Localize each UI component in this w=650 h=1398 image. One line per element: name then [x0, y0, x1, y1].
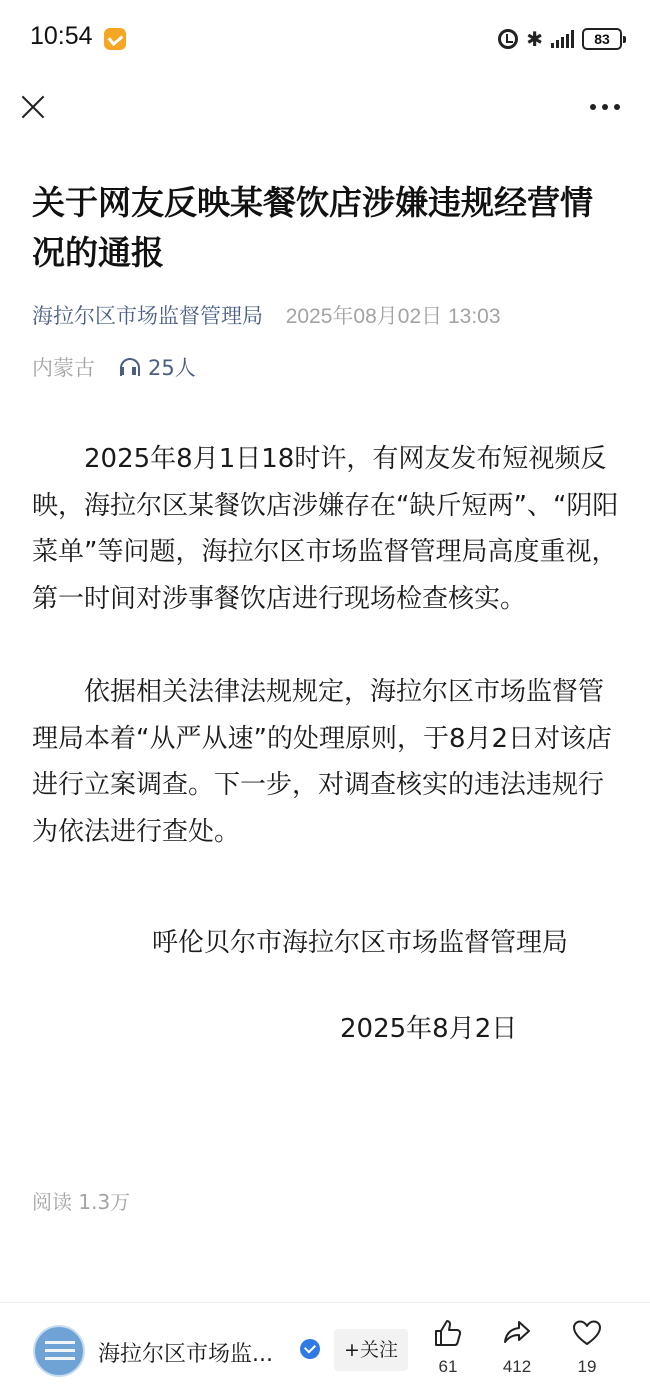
avatar[interactable] — [33, 1325, 85, 1377]
source-link[interactable]: 海拉尔区市场监督管理局 — [32, 304, 263, 328]
bottom-action-bar — [0, 1302, 650, 1398]
share-count: 412 — [502, 1357, 532, 1376]
signal-icon — [551, 30, 574, 48]
article-body — [32, 436, 620, 855]
article-sign-date: 2025年8月2日 — [340, 1014, 518, 1044]
article-meta-secondary — [32, 352, 196, 382]
article-title: 关于网友反映某餐饮店涉嫌违规经营情况的通报 — [32, 183, 593, 272]
account-name[interactable]: 海拉尔区市场监... — [98, 1342, 273, 1367]
follow-button[interactable]: +关注 — [334, 1329, 408, 1371]
headphone-icon — [119, 357, 141, 377]
listen-button[interactable] — [119, 352, 196, 382]
like-button[interactable] — [423, 1317, 473, 1377]
close-icon[interactable] — [20, 94, 46, 120]
article-meta — [32, 300, 501, 330]
thumbs-up-icon — [432, 1317, 464, 1349]
share-icon — [501, 1317, 533, 1349]
article-signature: 呼伦贝尔市海拉尔区市场监督管理局 — [152, 928, 569, 958]
top-nav — [0, 80, 650, 140]
read-count: 阅读 1.3万 — [32, 1190, 131, 1214]
more-icon[interactable] — [590, 104, 620, 110]
favorite-button[interactable] — [562, 1317, 612, 1377]
bluetooth-icon: ✱ — [526, 27, 543, 51]
heart-icon — [571, 1317, 603, 1349]
battery-icon: 83 — [582, 28, 622, 50]
like-count: 61 — [438, 1357, 458, 1376]
status-time: 10:54 — [30, 22, 93, 50]
region-label: 内蒙古 — [32, 356, 95, 380]
status-icons — [498, 24, 622, 54]
listener-count: 25人 — [148, 356, 196, 380]
status-bar — [0, 0, 650, 80]
app-notification-icon — [104, 28, 126, 50]
favorite-count: 19 — [577, 1357, 597, 1376]
share-button[interactable] — [492, 1317, 542, 1377]
article-paragraph: 依据相关法律法规规定，海拉尔区市场监督管理局本着“从严从速”的处理原则，于8月2日对该店进行立案调查。下一步，对调查核实的违法违规行为依法进行查处。 — [32, 677, 613, 847]
alarm-icon — [498, 29, 518, 49]
verified-icon — [300, 1339, 320, 1359]
article-paragraph: 2025年8月1日18时许，有网友发布短视频反映，海拉尔区某餐饮店涉嫌存在“缺斤短两”、“阴阳菜单”等问题，海拉尔区市场监督管理局高度重视，第一时间对涉事餐饮店进行现场检查核实。 — [32, 444, 619, 614]
publish-datetime: 2025年08月02日 13:03 — [285, 305, 501, 328]
